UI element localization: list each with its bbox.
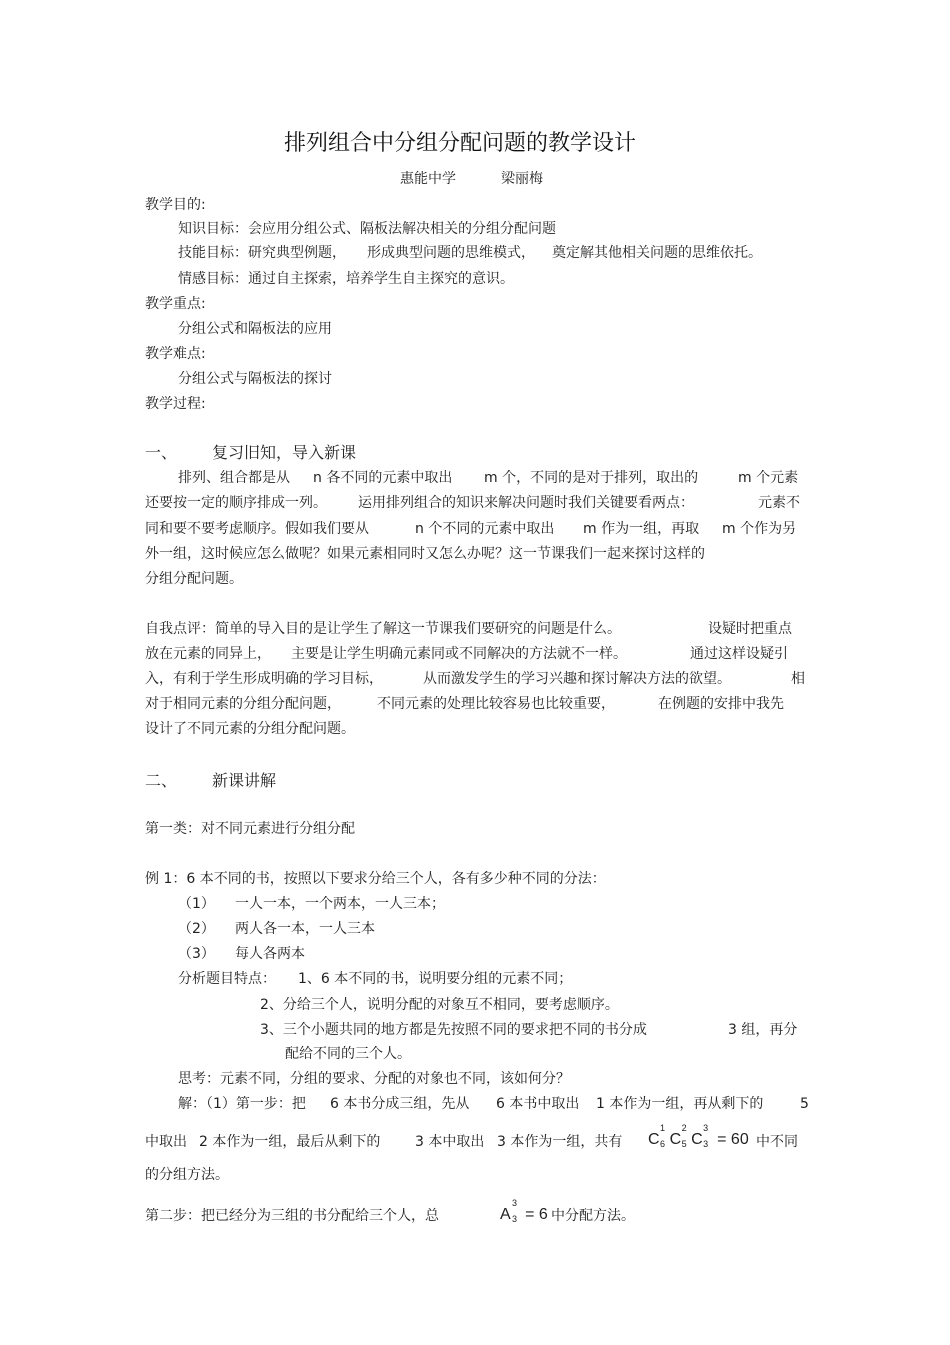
solution1-e: 5	[800, 1096, 809, 1112]
item3-text: 每人各两本	[235, 946, 305, 962]
formula1-result: = 60	[717, 1131, 749, 1148]
analysis-point3-b: 3 组，再分	[728, 1022, 798, 1038]
skill-goal-part1: 技能目标：研究典型例题，	[178, 245, 346, 261]
page-title: 排列组合中分组分配问题的教学设计	[284, 131, 637, 156]
skill-goal-part2: 形成典型问题的思维模式，	[367, 245, 535, 261]
intro-line1-b: n 各不同的元素中取出	[313, 470, 453, 486]
review-line3-a: 入，有利于学生形成明确的学习目标，	[145, 671, 383, 687]
analysis-point2: 2、分给三个人，说明分配的对象互不相同，要考虑顺序。	[260, 997, 619, 1013]
formula1-tail: 中不同	[756, 1134, 798, 1150]
skill-goal-part3: 奠定解其他相关问题的思维依托。	[552, 245, 762, 261]
author-name: 梁丽梅	[501, 171, 543, 187]
solution2-c: 3 本中取出	[415, 1134, 485, 1150]
review-line4-c: 在例题的安排中我先	[658, 696, 784, 712]
solution2-b: 2 本作为一组，最后从剩下的	[199, 1134, 381, 1150]
review-line4-a: 对于相同元素的分组分配问题，	[145, 696, 341, 712]
emotion-goal: 情感目标：通过自主探索，培养学生自主探究的意识。	[178, 271, 514, 287]
formula2-tail: 中分配方法。	[551, 1208, 635, 1224]
solution2-d: 3 本作为一组，共有	[497, 1134, 623, 1150]
intro-line2-a: 还要按一定的顺序排成一列。	[145, 495, 327, 511]
category1-heading: 第一类：对不同元素进行分组分配	[145, 821, 355, 837]
intro-line2-c: 元素不	[758, 495, 800, 511]
difficulty-heading: 教学难点:	[145, 346, 206, 362]
intro-line1-d: m 个元素	[738, 470, 799, 486]
review-line3-b: 从而激发学生的学习兴趣和探讨解决方法的欲望。	[423, 671, 731, 687]
analysis-point3-c: 配给不同的三个人。	[285, 1046, 411, 1062]
review-line5: 设计了不同元素的分组分配问题。	[145, 721, 355, 737]
combination-formula: C 1 6 C 2 5 C 3 3 = 60	[648, 1123, 749, 1149]
solution3: 的分组方法。	[145, 1167, 229, 1183]
section1-title: 复习旧知，导入新课	[212, 443, 357, 462]
think-question: 思考：元素不同，分组的要求、分配的对象也不同，该如何分？	[178, 1071, 570, 1087]
intro-line5: 分组分配问题。	[145, 571, 243, 587]
difficulty-text: 分组公式与隔板法的探讨	[178, 371, 332, 387]
review-line1-a: 自我点评：简单的导入目的是让学生了解这一节课我们要研究的问题是什么。	[145, 621, 621, 637]
solution2-a: 中取出	[145, 1134, 187, 1150]
solution1-b: 6 本书分成三组，先从	[330, 1096, 470, 1112]
process-heading: 教学过程:	[145, 396, 206, 412]
focus-text: 分组公式和隔板法的应用	[178, 321, 332, 337]
knowledge-goal: 知识目标：会应用分组公式、隔板法解决相关的分组分配问题	[178, 221, 556, 237]
intro-line1-c: m 个，不同的是对于排列，取出的	[484, 470, 699, 486]
goals-heading: 教学目的:	[145, 197, 206, 213]
review-line2-c: 通过这样设疑引	[690, 646, 788, 662]
arrangement-formula: A 3 3 = 6	[500, 1198, 548, 1224]
solution1-c: 6 本书中取出	[496, 1096, 580, 1112]
step2-text: 第二步：把已经分为三组的书分配给三个人，总	[145, 1208, 439, 1224]
intro-line3-c: m 作为一组，再取	[583, 521, 700, 537]
intro-line3-d: m 个作为另	[722, 521, 797, 537]
solution1-d: 1 本作为一组，再从剩下的	[596, 1096, 764, 1112]
solution1-a: 解：（1）第一步：把	[178, 1096, 306, 1112]
school-name: 惠能中学	[400, 171, 456, 187]
intro-line3-a: 同和要不要考虑顺序。假如我们要从	[145, 521, 369, 537]
example1-intro: 例 1：6 本不同的书，按照以下要求分给三个人，各有多少种不同的分法：	[145, 871, 606, 887]
intro-line4: 外一组，这时候应怎么做呢？如果元素相同时又怎么办呢？这一节课我们一起来探讨这样的	[145, 546, 705, 562]
review-line4-b: 不同元素的处理比较容易也比较重要，	[377, 696, 615, 712]
review-line1-b: 设疑时把重点	[708, 621, 792, 637]
review-line2-b: 主要是让学生明确元素同或不同解决的方法就不一样。	[291, 646, 627, 662]
focus-heading: 教学重点:	[145, 296, 206, 312]
analysis-label: 分析题目特点：	[178, 971, 276, 987]
intro-line2-b: 运用排列组合的知识来解决问题时我们关键要看两点：	[358, 495, 694, 511]
item2-text: 两人各一本，一人三本	[235, 921, 375, 937]
section1-number: 一、	[145, 443, 178, 462]
item1-text: 一人一本，一个两本，一人三本；	[235, 896, 445, 912]
formula2-result: = 6	[525, 1206, 548, 1223]
analysis-point1: 1、6 本不同的书，说明要分组的元素不同；	[298, 971, 573, 987]
intro-line1-a: 排列、组合都是从	[178, 470, 290, 486]
review-line2-a: 放在元素的同异上，	[145, 646, 271, 662]
section2-title: 新课讲解	[212, 771, 277, 790]
item2-number: （2）	[178, 921, 215, 937]
section2-number: 二、	[145, 771, 178, 790]
item1-number: （1）	[178, 896, 215, 912]
analysis-point3-a: 3、三个小题共同的地方都是先按照不同的要求把不同的书分成	[260, 1022, 647, 1038]
review-line3-c: 相	[791, 671, 805, 687]
intro-line3-b: n 个不同的元素中取出	[415, 521, 555, 537]
item3-number: （3）	[178, 946, 215, 962]
